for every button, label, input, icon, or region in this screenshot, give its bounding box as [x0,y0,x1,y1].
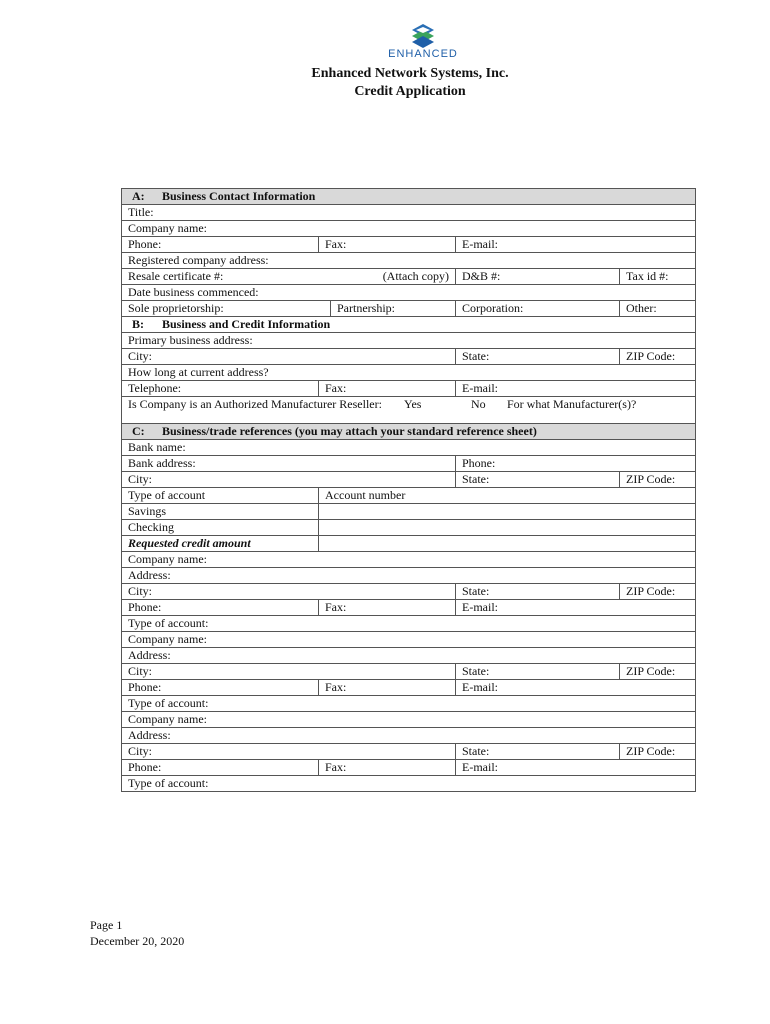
savings-account-number-field[interactable] [318,504,695,519]
bank-name-row[interactable] [122,440,695,456]
ref2-email-field[interactable] [455,680,695,695]
enhanced-logo-icon [412,24,434,48]
account-header-row [122,488,695,504]
contact-row [122,237,695,253]
b-zip-field[interactable] [619,349,695,364]
ref3-city-row [122,744,695,760]
reseller-no-option[interactable]: No [471,397,486,411]
dnb-label: D&B #: [462,269,501,283]
ref1-fax-field[interactable] [318,600,455,615]
ref1-address-label: Address: [128,568,171,582]
b-state-label: State: [462,349,490,363]
bank-city-label: City: [128,472,153,486]
corporation-field[interactable] [455,301,619,316]
savings-row [122,504,695,520]
ref2-zip-label: ZIP Code: [626,664,676,678]
account-number-label: Account number [318,488,695,503]
ref2-type-row[interactable] [122,696,695,712]
ref3-zip-label: ZIP Code: [626,744,676,758]
ref3-email-field[interactable] [455,760,695,775]
checking-row [122,520,695,536]
document-title: Credit Application [354,84,466,99]
bank-city-field[interactable] [122,472,455,487]
ref1-zip-field[interactable] [619,584,695,599]
b-contact-row [122,381,695,397]
reseller-yes-option[interactable]: Yes [404,397,422,411]
resale-row [122,269,695,285]
date-commenced-row[interactable] [122,285,695,301]
ref3-phone-field[interactable] [122,760,318,775]
fax-label: Fax: [325,237,347,251]
credit-application-form [121,188,696,792]
how-long-row[interactable] [122,365,695,381]
section-a-heading: Business Contact Information [162,189,316,203]
b-fax-field[interactable] [318,381,455,396]
ref1-type-label: Type of account: [128,616,209,630]
primary-address-row[interactable] [122,333,695,349]
ref2-fax-field[interactable] [318,680,455,695]
tax-id-field[interactable] [619,269,695,284]
bank-state-field[interactable] [455,472,619,487]
section-a-header [122,189,695,205]
which-manufacturer-label: For what Manufacturer(s)? [507,397,637,411]
ref1-email-field[interactable] [455,600,695,615]
ref1-email-label: E-mail: [462,600,498,614]
ref2-city-field[interactable] [122,664,455,679]
tax-id-label: Tax id #: [626,269,669,283]
section-c-header [122,424,695,440]
ref3-address-row[interactable] [122,728,695,744]
ref3-contact-row [122,760,695,776]
savings-label: Savings [128,504,167,518]
ref1-city-row [122,584,695,600]
ref2-address-row[interactable] [122,648,695,664]
ref2-city-label: City: [128,664,153,678]
ref3-type-label: Type of account: [128,776,209,790]
ref1-company-label: Company name: [128,552,207,566]
bank-name-label: Bank name: [128,440,186,454]
type-of-account-label: Type of account [128,488,206,502]
ref1-address-row[interactable] [122,568,695,584]
partnership-field[interactable] [330,301,455,316]
ref1-phone-field[interactable] [122,600,318,615]
requested-credit-label: Requested credit amount [128,536,251,550]
bank-phone-field[interactable] [455,456,695,471]
bank-city-row [122,472,695,488]
ref3-fax-label: Fax: [325,760,347,774]
ref1-phone-label: Phone: [128,600,162,614]
ref2-company-label: Company name: [128,632,207,646]
company-logo [388,24,458,60]
ref1-state-label: State: [462,584,490,598]
bank-address-row [122,456,695,472]
b-city-label: City: [128,349,153,363]
phone-field[interactable] [122,237,318,252]
bank-address-field[interactable] [122,456,455,471]
ref3-city-field[interactable] [122,744,455,759]
requested-credit-field[interactable] [318,536,695,551]
reseller-question: Is Company is an Authorized Manufacturer Reseller: [128,397,382,411]
ref2-state-field[interactable] [455,664,619,679]
date-commenced-label: Date business commenced: [128,285,259,299]
ref3-city-label: City: [128,744,153,758]
ref1-city-label: City: [128,584,153,598]
page-number: Page 1 [90,918,123,932]
corporation-label: Corporation: [462,301,524,315]
section-b-header [122,317,695,333]
ref3-company-row[interactable] [122,712,695,728]
primary-address-label: Primary business address: [128,333,253,347]
email-field[interactable] [455,237,695,252]
ref2-contact-row [122,680,695,696]
checking-account-number-field[interactable] [318,520,695,535]
ref3-fax-field[interactable] [318,760,455,775]
ref3-state-field[interactable] [455,744,619,759]
reseller-question-cell [122,397,695,423]
business-type-row [122,301,695,317]
bank-zip-label: ZIP Code: [626,472,676,486]
ref2-fax-label: Fax: [325,680,347,694]
ref3-state-label: State: [462,744,490,758]
b-state-field[interactable] [455,349,619,364]
checking-label: Checking [128,520,174,534]
attach-copy-note: (Attach copy) [382,269,449,283]
reseller-row [122,397,695,424]
ref3-email-label: E-mail: [462,760,498,774]
company-name-label: Company name: [128,221,207,235]
fax-field[interactable] [318,237,455,252]
b-telephone-field[interactable] [122,381,318,396]
ref3-phone-label: Phone: [128,760,162,774]
section-a-letter: A: [132,189,145,203]
ref2-type-label: Type of account: [128,696,209,710]
b-email-label: E-mail: [462,381,498,395]
logo-text: ENHANCED [388,48,458,60]
b-email-field[interactable] [455,381,695,396]
section-c-heading: Business/trade references (you may attach your standard reference sheet) [162,424,537,438]
ref2-email-label: E-mail: [462,680,498,694]
ref3-type-row[interactable] [122,776,695,792]
other-field[interactable] [619,301,695,316]
resale-cert-field[interactable] [122,269,455,284]
bank-zip-field[interactable] [619,472,695,487]
section-b-letter: B: [132,317,144,331]
dnb-field[interactable] [455,269,619,284]
ref2-zip-field[interactable] [619,664,695,679]
registered-address-label: Registered company address: [128,253,269,267]
footer-date: December 20, 2020 [90,934,185,948]
ref3-address-label: Address: [128,728,171,742]
partnership-label: Partnership: [337,301,395,315]
ref1-zip-label: ZIP Code: [626,584,676,598]
requested-credit-row [122,536,695,552]
bank-state-label: State: [462,472,490,486]
ref2-company-row[interactable] [122,632,695,648]
how-long-label: How long at current address? [128,365,269,379]
b-city-field[interactable] [122,349,455,364]
ref1-contact-row [122,600,695,616]
registered-address-row[interactable] [122,253,695,269]
ref1-state-field[interactable] [455,584,619,599]
other-label: Other: [626,301,657,315]
company-name-row[interactable] [122,221,695,237]
bank-address-label: Bank address: [128,456,196,470]
ref1-city-field[interactable] [122,584,455,599]
b-fax-label: Fax: [325,381,347,395]
ref2-phone-label: Phone: [128,680,162,694]
ref1-type-row[interactable] [122,616,695,632]
resale-cert-label: Resale certificate #: [128,269,224,283]
ref3-zip-field[interactable] [619,744,695,759]
phone-label: Phone: [128,237,162,251]
sole-prop-field[interactable] [122,301,330,316]
title-row[interactable] [122,205,695,221]
ref2-address-label: Address: [128,648,171,662]
title-label: Title: [128,205,154,219]
section-c-letter: C: [132,424,145,438]
email-label: E-mail: [462,237,498,251]
ref2-state-label: State: [462,664,490,678]
ref2-city-row [122,664,695,680]
section-b-heading: Business and Credit Information [162,317,331,331]
ref2-phone-field[interactable] [122,680,318,695]
b-zip-label: ZIP Code: [626,349,676,363]
sole-prop-label: Sole proprietorship: [128,301,224,315]
b-telephone-label: Telephone: [128,381,182,395]
b-city-row [122,349,695,365]
ref3-company-label: Company name: [128,712,207,726]
bank-phone-label: Phone: [462,456,496,470]
ref1-fax-label: Fax: [325,600,347,614]
company-title: Enhanced Network Systems, Inc. [311,66,509,81]
ref1-company-row[interactable] [122,552,695,568]
